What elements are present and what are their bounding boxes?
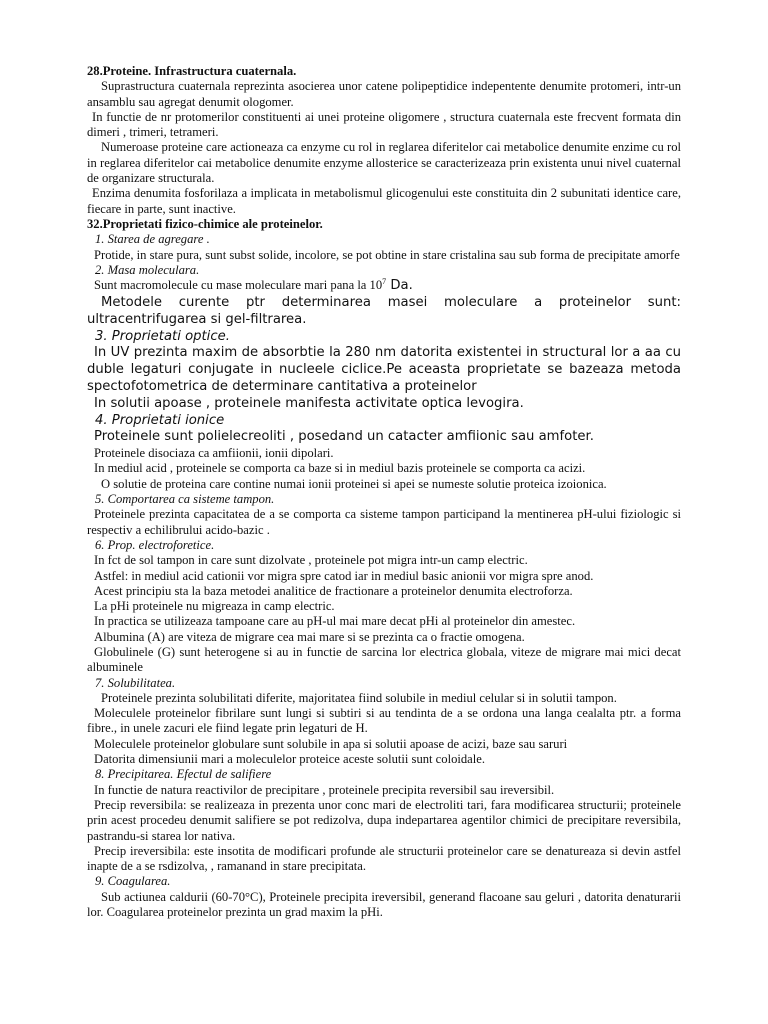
subheading-4: 4. Proprietati ionice bbox=[95, 412, 225, 428]
subheading-5: 5. Comportarea ca sisteme tampon. bbox=[95, 492, 275, 507]
paragraph: Moleculele proteinelor fibrilare sunt lungi si subtiri si au tendinta de a se ordona una langa cealalta ptr. a forma fibre., in unele zacuri ele fiind legate prin legaturi de H. bbox=[87, 706, 681, 736]
paragraph: Sub actiunea caldurii (60-70°C), Proteinele precipita ireversibil, generand flacoane sau geluri , datorita denaturarii lor. Coagularea proteinelor prezinta un grad maxim la pHi. bbox=[87, 889, 681, 920]
section-32-title: 32.Proprietati fizico-chimice ale proteinelor. bbox=[87, 216, 323, 231]
paragraph: Proteinele prezinta solubilitati diferite, majoritatea fiind solubile in mediul celular si in solutii tampon. bbox=[101, 690, 617, 705]
paragraph: La pHi proteinele nu migreaza in camp electric. bbox=[94, 599, 335, 614]
paragraph: Suprastructura cuaternala reprezinta asocierea unor catene polipeptidice indepentente denumite protomeri, intr-un ansamblu sau agregat denumit ologomer. bbox=[87, 79, 681, 109]
paragraph: Astfel: in mediul acid cationii vor migra spre catod iar in mediul basic anionii vor migra spre anod. bbox=[94, 568, 594, 583]
paragraph: O solutie de proteina care contine numai ionii proteinei si apei se numeste solutie proteica izoionica. bbox=[101, 476, 607, 491]
paragraph: Globulinele (G) sunt heterogene si au in functie de sarcina lor electrica globala, viteze de migrare mai mici decat albuminele bbox=[87, 644, 681, 675]
document-page bbox=[87, 64, 681, 920]
subheading-3: 3. Proprietati optice. bbox=[95, 328, 230, 344]
text-span: Sunt macromolecule cu mase moleculare mari pana la 10 bbox=[94, 278, 383, 293]
paragraph: Moleculele proteinelor globulare sunt solubile in apa si solutii apoase de acizi, baze sau saruri bbox=[94, 736, 568, 751]
paragraph: In fct de sol tampon in care sunt dizolvate , proteinele pot migra intr-un camp electric. bbox=[94, 553, 528, 568]
exponent: 7 bbox=[382, 276, 387, 286]
paragraph: Acest principiu sta la baza metodei analitice de fractionare a proteinelor denumita electroforza. bbox=[94, 583, 573, 598]
subheading-1: 1. Starea de agregare . bbox=[95, 232, 210, 247]
paragraph: In mediul acid , proteinele se comporta ca baze si in mediul bazis proteinele se comporta ca acizi. bbox=[94, 461, 586, 476]
paragraph: Metodele curente ptr determinarea masei moleculare a proteinelor sunt: ultracentrifugarea si gel-filtrarea. bbox=[87, 294, 681, 327]
paragraph: Proteinele sunt polielecreoliti , posedand un catacter amfiionic sau amfoter. bbox=[94, 429, 594, 445]
paragraph: In functie de nr protomerilor constituenti ai unei proteine oligomere , structura cuaternala este frecvent formata din dimeri , trimeri, tetrameri. bbox=[87, 109, 681, 140]
paragraph: Proteinele disociaza ca amfiionii, ionii dipolari. bbox=[94, 446, 334, 461]
paragraph: Datorita dimensiunii mari a moleculelor proteice aceste solutii sunt coloidale. bbox=[94, 752, 485, 767]
subheading-7: 7. Solubilitatea. bbox=[95, 675, 176, 690]
paragraph: Albumina (A) are viteza de migrare cea mai mare si se prezinta ca o fractie omogena. bbox=[94, 629, 525, 644]
subheading-6: 6. Prop. electroforetice. bbox=[95, 537, 215, 552]
paragraph: Protide, in stare pura, sunt subst solide, incolore, se pot obtine in stare cristalina sau sub forma de precipitate amorfe bbox=[94, 247, 680, 262]
paragraph: Numeroase proteine care actioneaza ca enzyme cu rol in reglarea diferitelor cai metabolice denumite enzime cu rol in reglarea diferitelor cai metabolice denumite enzyme allosterice se caracterizeaza prin existenta unui nivel cuaternal de organizare structurala. bbox=[87, 140, 681, 186]
section-28-title: 28.Proteine. Infrastructura cuaternala. bbox=[87, 64, 297, 78]
paragraph: Proteinele prezinta capacitatea de a se comporta ca sisteme tampon participand la mentinerea pH-ului fiziologic si respectiv a echilibrului acido-bazic . bbox=[87, 507, 681, 537]
paragraph: In practica se utilizeaza tampoane care au pH-ul mai mare decat pHi al proteinelor din amestec. bbox=[94, 614, 576, 629]
subheading-2: 2. Masa moleculara. bbox=[95, 262, 200, 277]
paragraph: Enzima denumita fosforilaza a implicata in metabolismul glicogenului este constituita din 2 subunitati identice care, fiecare in parte, sunt inactive. bbox=[87, 186, 681, 216]
paragraph: In solutii apoase , proteinele manifesta activitate optica levogira. bbox=[94, 395, 524, 411]
subheading-8: 8. Precipitarea. Efectul de salifiere bbox=[95, 767, 272, 782]
paragraph: In functie de natura reactivilor de precipitare , proteinele precipita reversibil sau ireversibil. bbox=[94, 782, 555, 797]
paragraph: Precip reversibila: se realizeaza in prezenta unor conc mari de electroliti tari, fara modificarea structurii; proteinele prin acest procedeu denumit salifiere se pot redizolva, dupa indepartarea agentilor chimici de precipitare reversibila, pastrandu-si starea lor nativa. bbox=[87, 797, 681, 843]
text-span: Da. bbox=[386, 278, 413, 294]
paragraph: Precip ireversibila: este insotita de modificari profunde ale structurii proteinelor care se denatureaza si devin astfel inapte de a se rsdizolva, , ramanand in stare precipitata. bbox=[87, 843, 681, 874]
paragraph: In UV prezinta maxim de absorbtie la 280 nm datorita existentei in structural lor a aa cu duble legaturi conjugate in nucleele ciclice.Pe aceasta proprietate se bazeaza metoda spectofotometrica de determinare cantitativa a proteinelor bbox=[87, 345, 681, 394]
subheading-9: 9. Coagularea. bbox=[95, 874, 171, 889]
paragraph bbox=[87, 278, 681, 295]
